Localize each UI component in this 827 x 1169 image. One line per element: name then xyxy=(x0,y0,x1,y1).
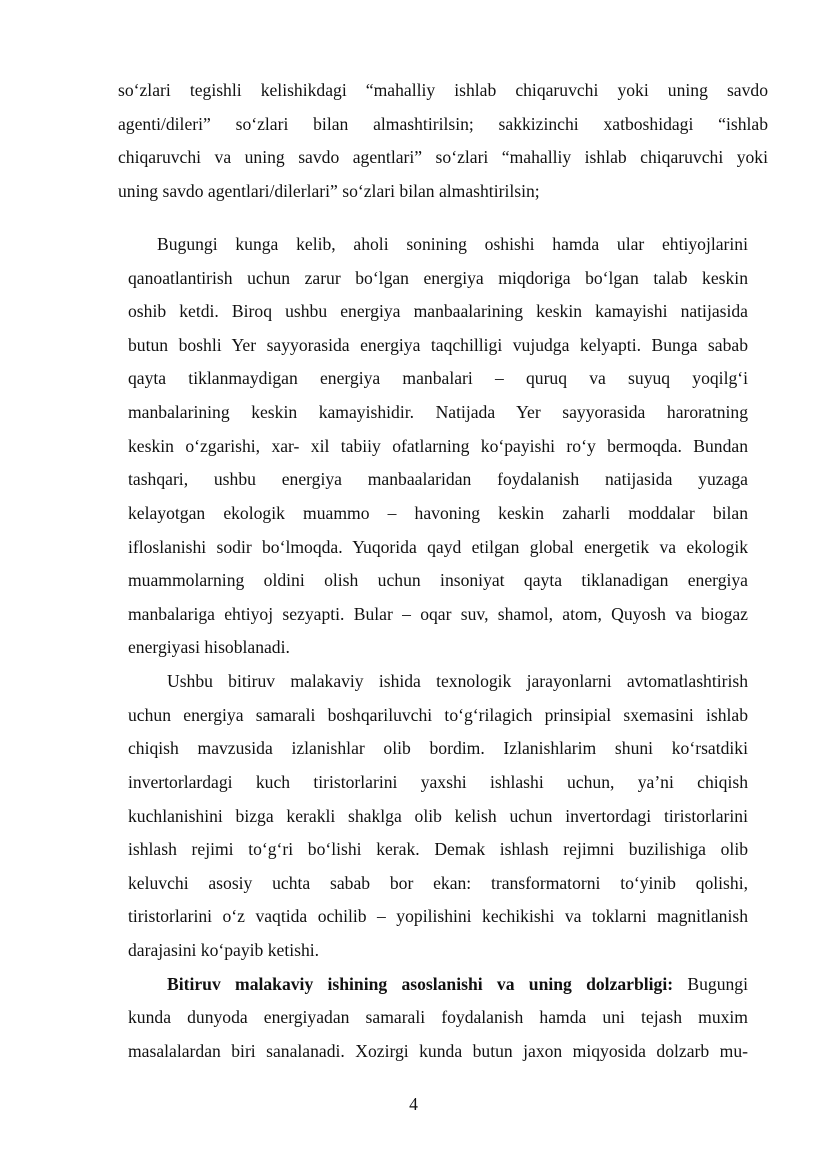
text-line: tashqari, ushbu energiya manbaalaridan foydalanish natijasida yuzaga xyxy=(128,469,748,489)
text-line xyxy=(167,974,748,994)
text-line: keluvchi asosiy uchta sabab bor ekan: transformatorni to‘yinib qolishi, xyxy=(128,873,748,893)
text-line: kunda dunyoda energiyadan samarali foydalanish hamda uni tejash muxim xyxy=(128,1007,748,1027)
text-line: tiristorlarini o‘z vaqtida ochilib – yopilishini kechikishi va toklarni magnitlanish xyxy=(128,906,748,926)
text-fragment: Bugungi xyxy=(673,974,748,994)
text-line: ifloslanishi sodir bo‘lmoqda. Yuqorida qayd etilgan global energetik va ekologik xyxy=(128,537,748,557)
text-line: oshib ketdi. Biroq ushbu energiya manbaalarining keskin kamayishi natijasida xyxy=(128,301,748,321)
text-line: Bugungi kunga kelib, aholi sonining oshishi hamda ular ehtiyojlarini xyxy=(157,234,748,254)
text-line: manbalariga ehtiyoj sezyapti. Bular – oqar suv, shamol, atom, Quyosh va biogaz xyxy=(128,604,748,624)
text-line: energiyasi hisoblanadi. xyxy=(128,637,290,657)
text-line: uning savdo agentlari/dilerlari” so‘zlari bilan almashtirilsin; xyxy=(118,181,540,201)
section-heading: Bitiruv malakaviy ishining asoslanishi va uning dolzarbligi: xyxy=(167,974,674,994)
text-line: muammolarning oldini olish uchun insoniyat qayta tiklanadigan energiya xyxy=(128,570,748,590)
text-line: ishlash rejimi to‘g‘ri bo‘lishi kerak. Demak ishlash rejimni buzilishiga olib xyxy=(128,839,748,859)
text-line: so‘zlari tegishli kelishikdagi “mahalliy ishlab chiqaruvchi yoki uning savdo xyxy=(118,80,768,100)
text-line: keskin o‘zgarishi, xar- xil tabiiy ofatlarning ko‘payishi ro‘y bermoqda. Bundan xyxy=(128,436,748,456)
text-line: manbalarining keskin kamayishidir. Natijada Yer sayyorasida haroratning xyxy=(128,402,748,422)
text-line: kelayotgan ekologik muammo – havoning keskin zaharli moddalar bilan xyxy=(128,503,748,523)
text-line: butun boshli Yer sayyorasida energiya taqchilligi vujudga kelyapti. Bunga sabab xyxy=(128,335,748,355)
text-line: qanoatlantirish uchun zarur bo‘lgan energiya miqdoriga bo‘lgan talab keskin xyxy=(128,268,748,288)
text-line: qayta tiklanmaydigan energiya manbalari – quruq va suyuq yoqilg‘i xyxy=(128,368,748,388)
text-line: Ushbu bitiruv malakaviy ishida texnologik jarayonlarni avtomatlashtirish xyxy=(167,671,748,691)
text-line: invertorlardagi kuch tiristorlarini yaxshi ishlashi uchun, ya’ni chiqish xyxy=(128,772,748,792)
text-line: kuchlanishini bizga kerakli shaklga olib kelish uchun invertordagi tiristorlarini xyxy=(128,806,748,826)
page-number: 4 xyxy=(409,1094,418,1114)
text-line: chiqish mavzusida izlanishlar olib bordim. Izlanishlarim shuni ko‘rsatdiki xyxy=(128,738,748,758)
text-line: uchun energiya samarali boshqariluvchi to‘g‘rilagich prinsipial sxemasini ishlab xyxy=(128,705,748,725)
text-line: darajasini ko‘payib ketishi. xyxy=(128,940,320,960)
text-line: chiqaruvchi va uning savdo agentlari” so‘zlari “mahalliy ishlab chiqaruvchi yoki xyxy=(118,147,768,167)
text-line: agenti/dileri” so‘zlari bilan almashtirilsin; sakkizinchi xatboshidagi “ishlab xyxy=(118,114,768,134)
text-line: masalalardan biri sanalanadi. Xozirgi kunda butun jaxon miqyosida dolzarb mu- xyxy=(128,1041,748,1061)
